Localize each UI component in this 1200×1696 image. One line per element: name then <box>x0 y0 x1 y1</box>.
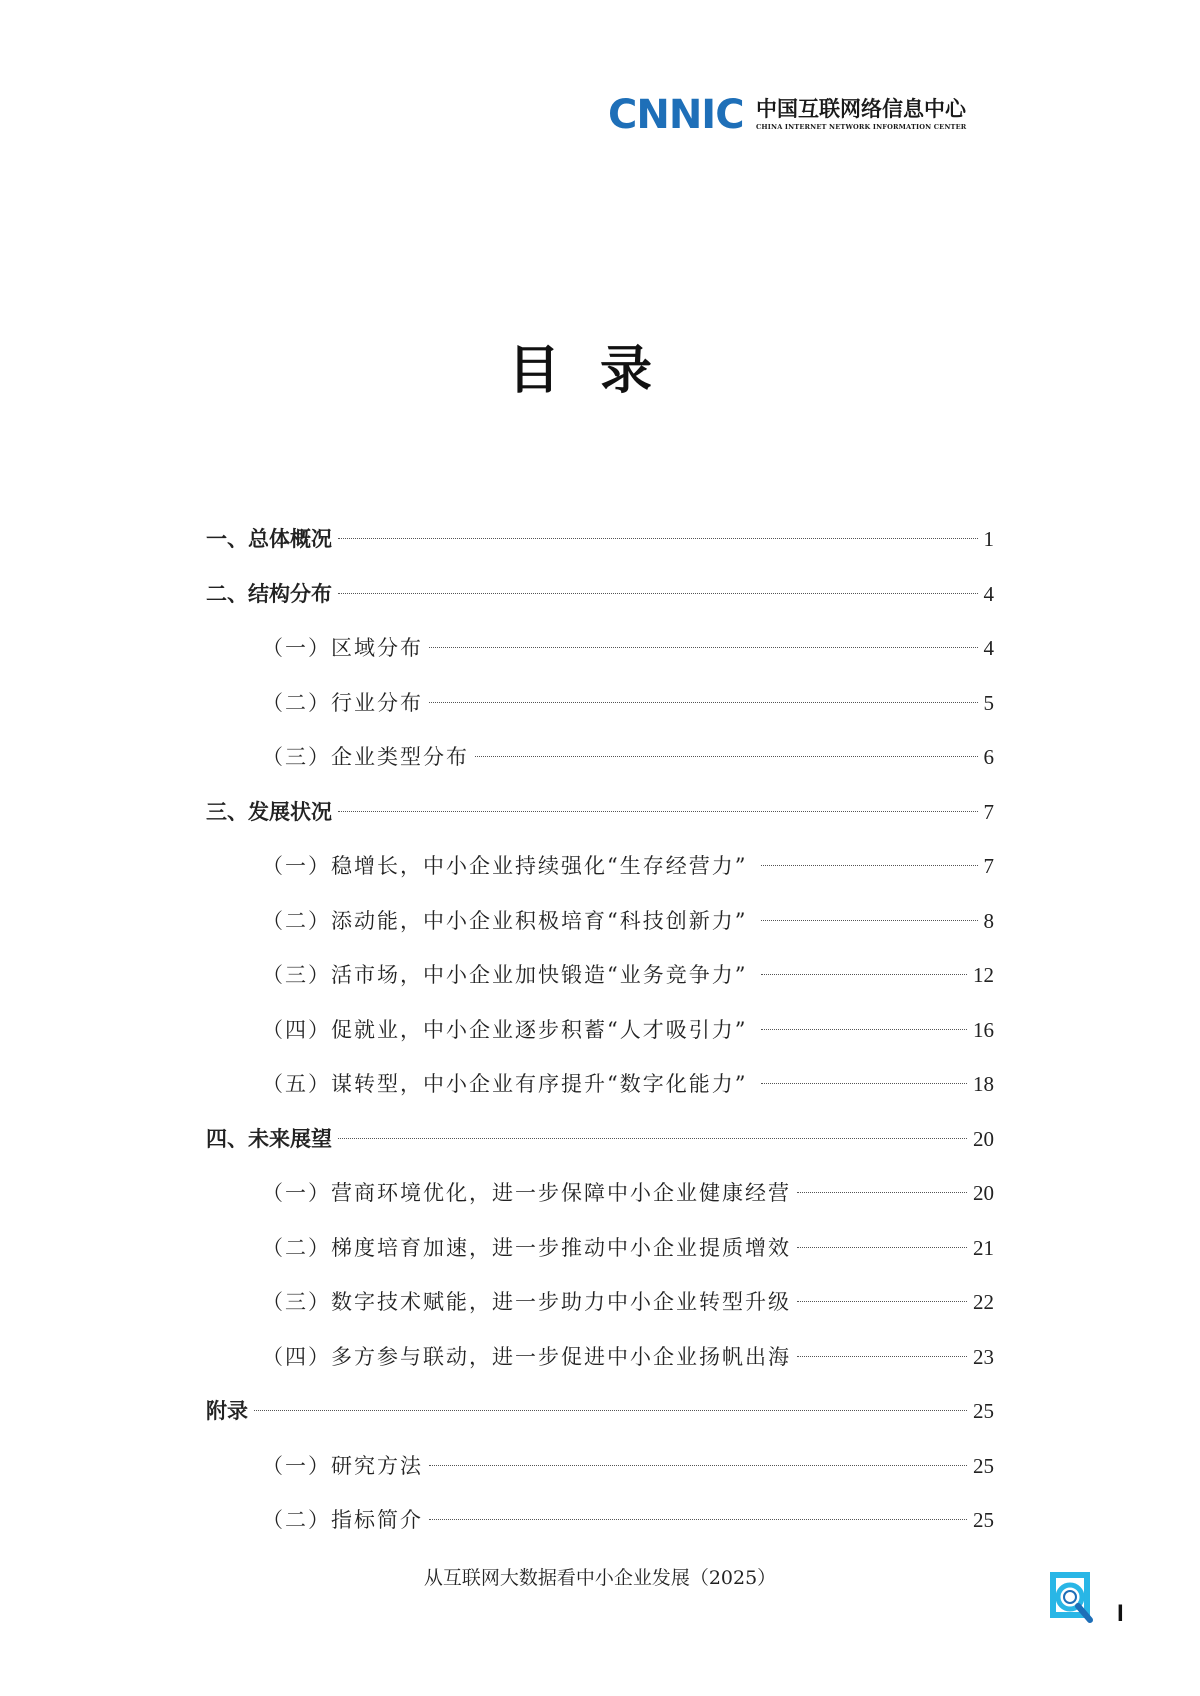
dot-leader <box>338 593 978 594</box>
toc-entry-4-2[interactable] <box>262 1231 994 1265</box>
toc-entry-label: （一）研究方法 <box>262 1454 423 1478</box>
toc-entry-label: （二）添动能，中小企业积极培育“科技创新力” <box>262 909 748 933</box>
toc-entry-page: 25 <box>973 1399 994 1423</box>
toc-entry-label: （一）稳增长，中小企业持续强化“生存经营力” <box>262 854 748 878</box>
toc-entry-page: 18 <box>973 1072 994 1096</box>
dot-leader <box>797 1301 967 1302</box>
toc-entry-page: 20 <box>973 1127 994 1151</box>
toc-entry-2-3[interactable] <box>262 740 994 774</box>
dot-leader <box>429 647 978 648</box>
dot-leader <box>338 811 978 812</box>
toc-entry-3-4[interactable] <box>262 1013 994 1047</box>
toc-entry-page: 25 <box>973 1508 994 1532</box>
toc-entry-4-4[interactable] <box>262 1340 994 1374</box>
toc-entry-page: 5 <box>983 691 994 715</box>
toc-entry-page: 20 <box>973 1181 994 1205</box>
toc-entry-page: 12 <box>973 963 994 987</box>
toc-entry-2-1[interactable] <box>262 631 994 665</box>
toc-entry-label: （三）企业类型分布 <box>262 745 469 769</box>
toc-entry-appendix-1[interactable] <box>262 1449 994 1483</box>
dot-leader <box>761 1083 967 1084</box>
toc-entry-3-5[interactable] <box>262 1067 994 1101</box>
toc-entry-page: 21 <box>973 1236 994 1260</box>
toc-entry-label: 附录 <box>206 1399 248 1423</box>
toc-entry-label: 一、总体概况 <box>206 527 332 551</box>
toc-entry-3[interactable] <box>206 795 994 829</box>
toc-entry-page: 8 <box>983 909 994 933</box>
toc-entry-label: （二）指标简介 <box>262 1508 423 1532</box>
toc-entry-page: 23 <box>973 1345 994 1369</box>
dot-leader <box>761 865 977 866</box>
dot-leader <box>797 1247 967 1248</box>
toc-entry-label: （四）促就业，中小企业逐步积蓄“人才吸引力” <box>262 1018 748 1042</box>
toc-entry-4-1[interactable] <box>262 1176 994 1210</box>
dot-leader <box>797 1356 967 1357</box>
toc-entry-label: （四）多方参与联动，进一步促进中小企业扬帆出海 <box>262 1345 791 1369</box>
dot-leader <box>338 538 978 539</box>
toc-entry-2[interactable] <box>206 577 994 611</box>
toc-entry-3-3[interactable] <box>262 958 994 992</box>
dot-leader <box>338 1138 967 1139</box>
toc-entry-appendix-2[interactable] <box>262 1503 994 1537</box>
toc-entry-appendix[interactable] <box>206 1394 994 1428</box>
toc-entry-label: （五）谋转型，中小企业有序提升“数字化能力” <box>262 1072 748 1096</box>
logo-english-name: CHINA INTERNET NETWORK INFORMATION CENTER <box>756 123 967 131</box>
logo-mark: CNNIC <box>608 92 744 138</box>
dot-leader <box>761 1029 967 1030</box>
toc-entry-2-2[interactable] <box>262 686 994 720</box>
toc-entry-page: 1 <box>983 527 994 551</box>
dot-leader <box>761 920 977 921</box>
toc-entry-page: 6 <box>983 745 994 769</box>
toc-entry-label: 三、发展状况 <box>206 800 332 824</box>
toc-entry-label: （一）区域分布 <box>262 636 423 660</box>
dot-leader <box>797 1192 967 1193</box>
toc-entry-page: 4 <box>983 582 994 606</box>
toc-entry-page: 16 <box>973 1018 994 1042</box>
toc-entry-label: 二、结构分布 <box>206 582 332 606</box>
logo-chinese-name: 中国互联网络信息中心 <box>756 96 966 121</box>
toc-entry-3-1[interactable] <box>262 849 994 883</box>
toc-entry-4-3[interactable] <box>262 1285 994 1319</box>
toc-entry-label: （二）行业分布 <box>262 691 423 715</box>
dot-leader <box>761 974 967 975</box>
toc-entry-page: 25 <box>973 1454 994 1478</box>
dot-leader <box>429 1465 967 1466</box>
magnifier-document-icon <box>1046 1570 1096 1626</box>
footer-report-title: 从互联网大数据看中小企业发展（2025） <box>423 1567 777 1589</box>
toc-entry-page: 4 <box>983 636 994 660</box>
toc-entry-page: 22 <box>973 1290 994 1314</box>
toc-entry-label: （一）营商环境优化，进一步保障中小企业健康经营 <box>262 1181 791 1205</box>
dot-leader <box>254 1410 967 1411</box>
toc-entry-page: 7 <box>983 800 994 824</box>
toc-entry-3-2[interactable] <box>262 904 994 938</box>
toc-entry-label: 四、未来展望 <box>206 1127 332 1151</box>
cnnic-logo <box>608 92 1000 142</box>
dot-leader <box>475 756 978 757</box>
page-number: I <box>1117 1600 1124 1627</box>
toc-entry-page: 7 <box>983 854 994 878</box>
dot-leader <box>429 1519 967 1520</box>
toc-entry-label: （三）数字技术赋能，进一步助力中小企业转型升级 <box>262 1290 791 1314</box>
toc-entry-label: （二）梯度培育加速，进一步推动中小企业提质增效 <box>262 1236 791 1260</box>
toc-entry-4[interactable] <box>206 1122 994 1156</box>
page-title: 目录 <box>507 340 692 401</box>
dot-leader <box>429 702 978 703</box>
toc-entry-label: （三）活市场，中小企业加快锻造“业务竞争力” <box>262 963 748 987</box>
toc-entry-1[interactable] <box>206 522 994 556</box>
